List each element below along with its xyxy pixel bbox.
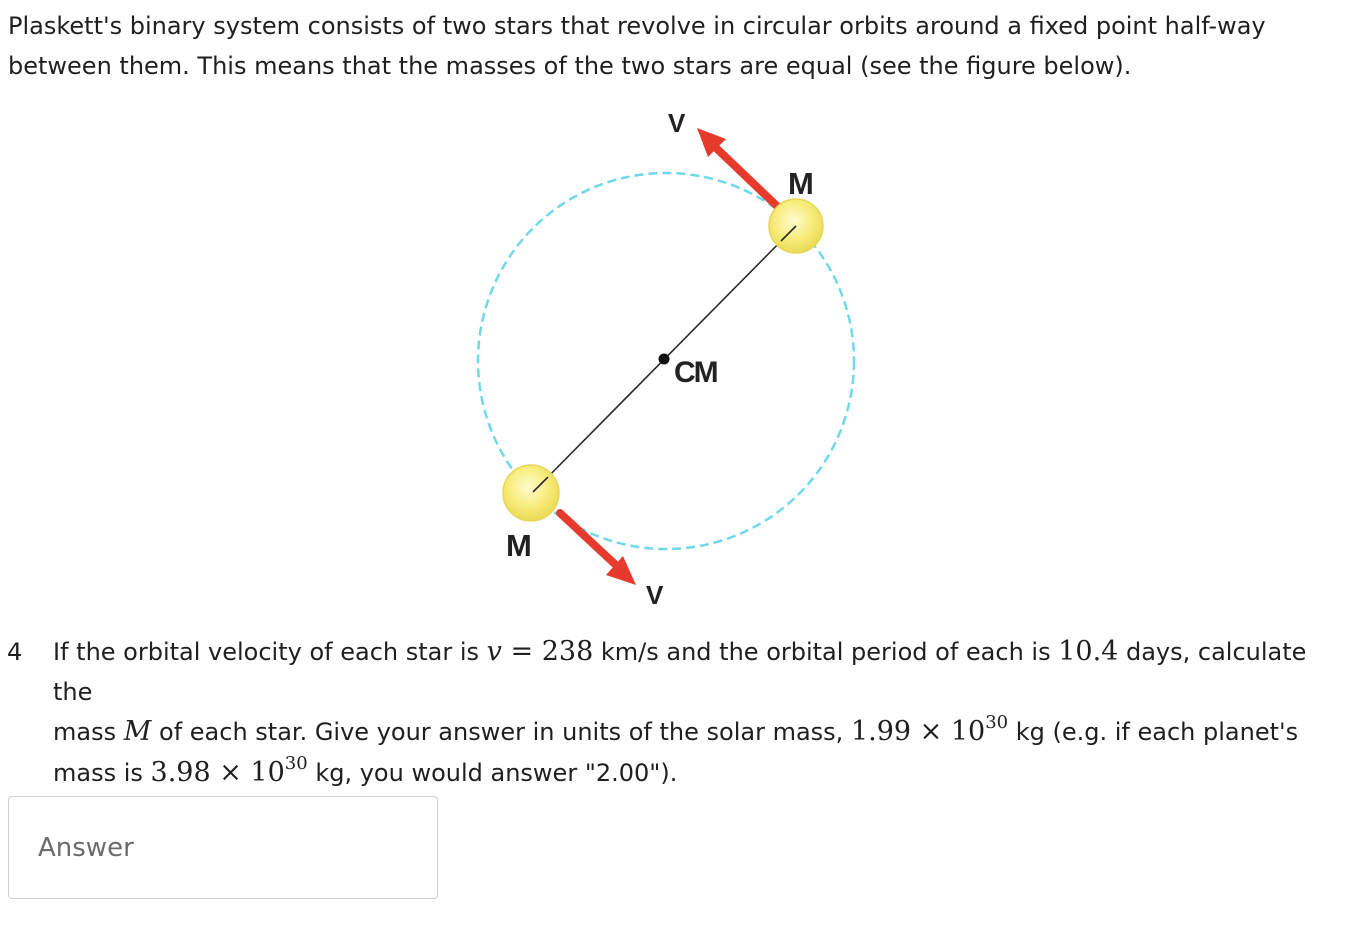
question-text-part: km/s and the orbital period of each is [593, 638, 1059, 666]
intro-line-2: between them. This means that the masses of the two stars are equal (see the figure below). [8, 52, 1132, 80]
question-text-part: mass [53, 718, 124, 746]
example-mass-mantissa: 3.98 × 10 [150, 756, 285, 788]
label-m-top: M [788, 166, 814, 201]
question-text-part: mass is [53, 758, 151, 787]
question-text-part: kg (e.g. if each planet's [1008, 718, 1299, 746]
center-of-mass-dot [659, 354, 670, 365]
question-line-3 [53, 753, 1343, 794]
solar-mass-mantissa: 1.99 × 10 [850, 716, 986, 747]
answer-box[interactable] [8, 796, 438, 899]
question-text-part: of each star. Give your answer in units of the solar mass, [151, 718, 851, 746]
question-line-1 [53, 632, 1343, 712]
question-line-2 [53, 712, 1343, 753]
question-text-part: days, calculate the [53, 638, 1307, 706]
velocity-value: 238 [541, 636, 594, 667]
question-text [53, 632, 1343, 793]
example-mass-exponent: 30 [284, 752, 308, 774]
label-v-top: V [668, 108, 686, 138]
mass-symbol: M [123, 716, 152, 747]
label-m-bottom: M [506, 528, 532, 563]
velocity-arrow-top [697, 128, 778, 207]
velocity-symbol: v [486, 636, 502, 667]
answer-input[interactable] [9, 797, 437, 898]
label-cm: CM [674, 356, 717, 389]
star-bottom [503, 465, 559, 521]
velocity-arrow-bottom [560, 513, 636, 585]
question-text-part: If the orbital velocity of each star is [53, 638, 487, 666]
label-v-bottom: V [646, 580, 664, 610]
question-text-part: kg, you would answer "2.00"). [307, 758, 678, 787]
solar-mass-exponent: 30 [985, 712, 1009, 733]
period-value: 10.4 [1058, 636, 1119, 667]
intro-line-1: Plaskett's binary system consists of two stars that revolve in circular orbits around a fixed point half-way [8, 12, 1266, 40]
question-number: 4 [7, 638, 23, 666]
equals-sign: = [501, 636, 542, 667]
